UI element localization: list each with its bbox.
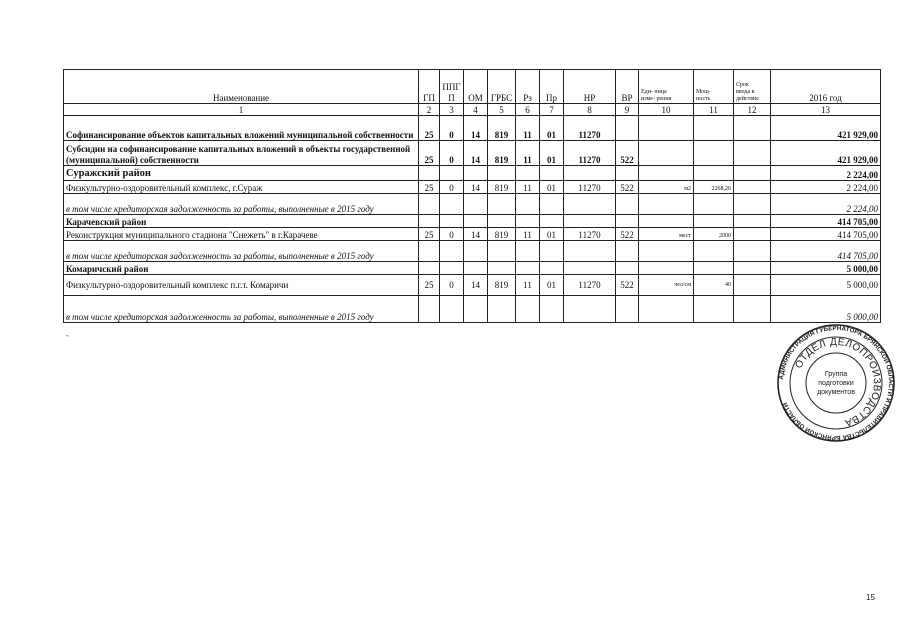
cell-om: 14: [464, 116, 488, 141]
cell-amount: 414 705,00: [771, 241, 881, 262]
cell-grbs: 819: [488, 141, 516, 166]
cell-rz: 11: [516, 116, 540, 141]
cell-om: 14: [464, 181, 488, 194]
cell-amount: 2 224,00: [771, 166, 881, 181]
cell-pr: 01: [540, 141, 564, 166]
cell-np: 11270: [564, 275, 616, 296]
cell-om: 14: [464, 141, 488, 166]
cell-term: [734, 116, 771, 141]
district-name: Комаричский район: [64, 262, 419, 275]
column-number: 11: [694, 104, 734, 116]
header-om: ОМ: [464, 70, 488, 104]
cell-vr: 522: [616, 181, 639, 194]
cell-term: [734, 141, 771, 166]
cell-amount: 421 929,00: [771, 116, 881, 141]
cell-grbs: 819: [488, 116, 516, 141]
cell-rz: 11: [516, 228, 540, 241]
column-number: 8: [564, 104, 616, 116]
column-number: 3: [440, 104, 464, 116]
district-row: [64, 215, 881, 228]
column-number: 7: [540, 104, 564, 116]
cell-pr: 01: [540, 228, 564, 241]
cell-power: [694, 141, 734, 166]
stamp-center-line1: Группа: [824, 371, 848, 378]
cell-term: [734, 228, 771, 241]
row-name: Субсидии на софинансирование капитальных вложений в объекты государственной (муниципальной) собственности: [64, 141, 419, 166]
header-power: Мощ- ность: [694, 70, 734, 104]
cell-grbs: 819: [488, 275, 516, 296]
cell-np: 11270: [564, 116, 616, 141]
cell-amount: 2 224,00: [771, 194, 881, 215]
row-name: Реконструкция муниципального стадиона "Снежеть" в г.Карачеве: [64, 228, 419, 241]
cell-term: [734, 181, 771, 194]
page-number: 15: [866, 593, 875, 602]
stamp-outer-text: АДМИНИСТРАЦИЯ ГУБЕРНАТОРА БРЯНСКОЙ ОБЛАСТИ И ПРАВИТЕЛЬСТВА БРЯНСКОЙ ОБЛАСТИ: [778, 324, 895, 442]
cell-vr: 522: [616, 228, 639, 241]
cell-vr: [616, 116, 639, 141]
office-stamp: [776, 323, 896, 443]
stamp-center-line2: подготовки: [818, 380, 854, 387]
arrears-name: в том числе кредиторская задолженность за работы, выполненные в 2015 году: [64, 241, 419, 262]
cell-pr: 01: [540, 275, 564, 296]
cell-amount: 2 224,00: [771, 181, 881, 194]
header-ppgp: ППГ П: [440, 70, 464, 104]
district-row: [64, 166, 881, 181]
header-name: Наименование: [64, 70, 419, 104]
cell-grbs: 819: [488, 181, 516, 194]
column-number: 1: [64, 104, 419, 116]
cell-amount: 5 000,00: [771, 296, 881, 323]
cell-gp: 25: [419, 116, 440, 141]
cell-grbs: 819: [488, 228, 516, 241]
stamp-center-line3: документов: [817, 389, 855, 396]
cell-gp: 25: [419, 228, 440, 241]
table-row: [64, 181, 881, 194]
cell-unit: [639, 141, 694, 166]
cell-gp: 25: [419, 141, 440, 166]
cell-unit: [639, 116, 694, 141]
column-number: 12: [734, 104, 771, 116]
cell-om: 14: [464, 275, 488, 296]
table-row: [64, 116, 881, 141]
arrears-row: [64, 194, 881, 215]
header-np: НР: [564, 70, 616, 104]
cell-ppgp: 0: [440, 181, 464, 194]
column-number: 9: [616, 104, 639, 116]
header-vr: ВР: [616, 70, 639, 104]
header-term: Срок ввода в действие: [734, 70, 771, 104]
header-gp: ГП: [419, 70, 440, 104]
stray-mark: ": [66, 334, 69, 342]
cell-gp: 25: [419, 181, 440, 194]
cell-np: 11270: [564, 181, 616, 194]
arrears-name: в том числе кредиторская задолженность за работы, выполненные в 2015 году: [64, 194, 419, 215]
cell-pr: 01: [540, 181, 564, 194]
arrears-name: в том числе кредиторская задолженность за работы, выполненные в 2015 году: [64, 296, 419, 323]
cell-amount: 5 000,00: [771, 262, 881, 275]
cell-ppgp: 0: [440, 275, 464, 296]
column-number: 5: [488, 104, 516, 116]
cell-np: 11270: [564, 141, 616, 166]
cell-rz: 11: [516, 181, 540, 194]
table-row: [64, 275, 881, 296]
header-unit: Еди- ница изме- рения: [639, 70, 694, 104]
row-name: Софинансирование объектов капитальных вложений муниципальной собственности: [64, 116, 419, 141]
cell-amount: 5 000,00: [771, 275, 881, 296]
table-row: [64, 228, 881, 241]
column-number: 2: [419, 104, 440, 116]
cell-unit: м2: [639, 181, 694, 194]
cell-power: 2000: [694, 228, 734, 241]
cell-rz: 11: [516, 141, 540, 166]
cell-power: 40: [694, 275, 734, 296]
column-numbers-row: [64, 104, 881, 116]
header-grbs: ГРБС: [488, 70, 516, 104]
cell-om: 14: [464, 228, 488, 241]
header-pr: Пр: [540, 70, 564, 104]
district-row: [64, 262, 881, 275]
cell-ppgp: 0: [440, 116, 464, 141]
cell-unit: мест: [639, 228, 694, 241]
district-name: Карачевский район: [64, 215, 419, 228]
cell-pr: 01: [540, 116, 564, 141]
cell-vr: 522: [616, 275, 639, 296]
cell-amount: 414 705,00: [771, 228, 881, 241]
cell-amount: 414 705,00: [771, 215, 881, 228]
row-name: Физкультурно-оздоровительный комплекс, г.Сураж: [64, 181, 419, 194]
budget-table: [63, 69, 881, 323]
cell-amount: 421 929,00: [771, 141, 881, 166]
cell-power: [694, 116, 734, 141]
cell-term: [734, 275, 771, 296]
column-number: 4: [464, 104, 488, 116]
cell-gp: 25: [419, 275, 440, 296]
cell-np: 11270: [564, 228, 616, 241]
table-row: [64, 141, 881, 166]
column-number: 10: [639, 104, 694, 116]
cell-ppgp: 0: [440, 228, 464, 241]
column-number: 13: [771, 104, 881, 116]
cell-power: 2268,26: [694, 181, 734, 194]
arrears-row: [64, 241, 881, 262]
district-name: Суражский район: [64, 166, 419, 181]
header-year: 2016 год: [771, 70, 881, 104]
cell-unit: чел/см: [639, 275, 694, 296]
column-number: 6: [516, 104, 540, 116]
arrears-row: [64, 296, 881, 323]
cell-ppgp: 0: [440, 141, 464, 166]
header-rz: Рз: [516, 70, 540, 104]
row-name: Физкультурно-оздоровительный комплекс п.г.т. Комаричи: [64, 275, 419, 296]
table-header-row: [64, 70, 881, 104]
stamp-middle-text: ОТДЕЛ ДЕЛОПРОИЗВОДСТВА: [793, 336, 883, 428]
cell-vr: 522: [616, 141, 639, 166]
cell-rz: 11: [516, 275, 540, 296]
